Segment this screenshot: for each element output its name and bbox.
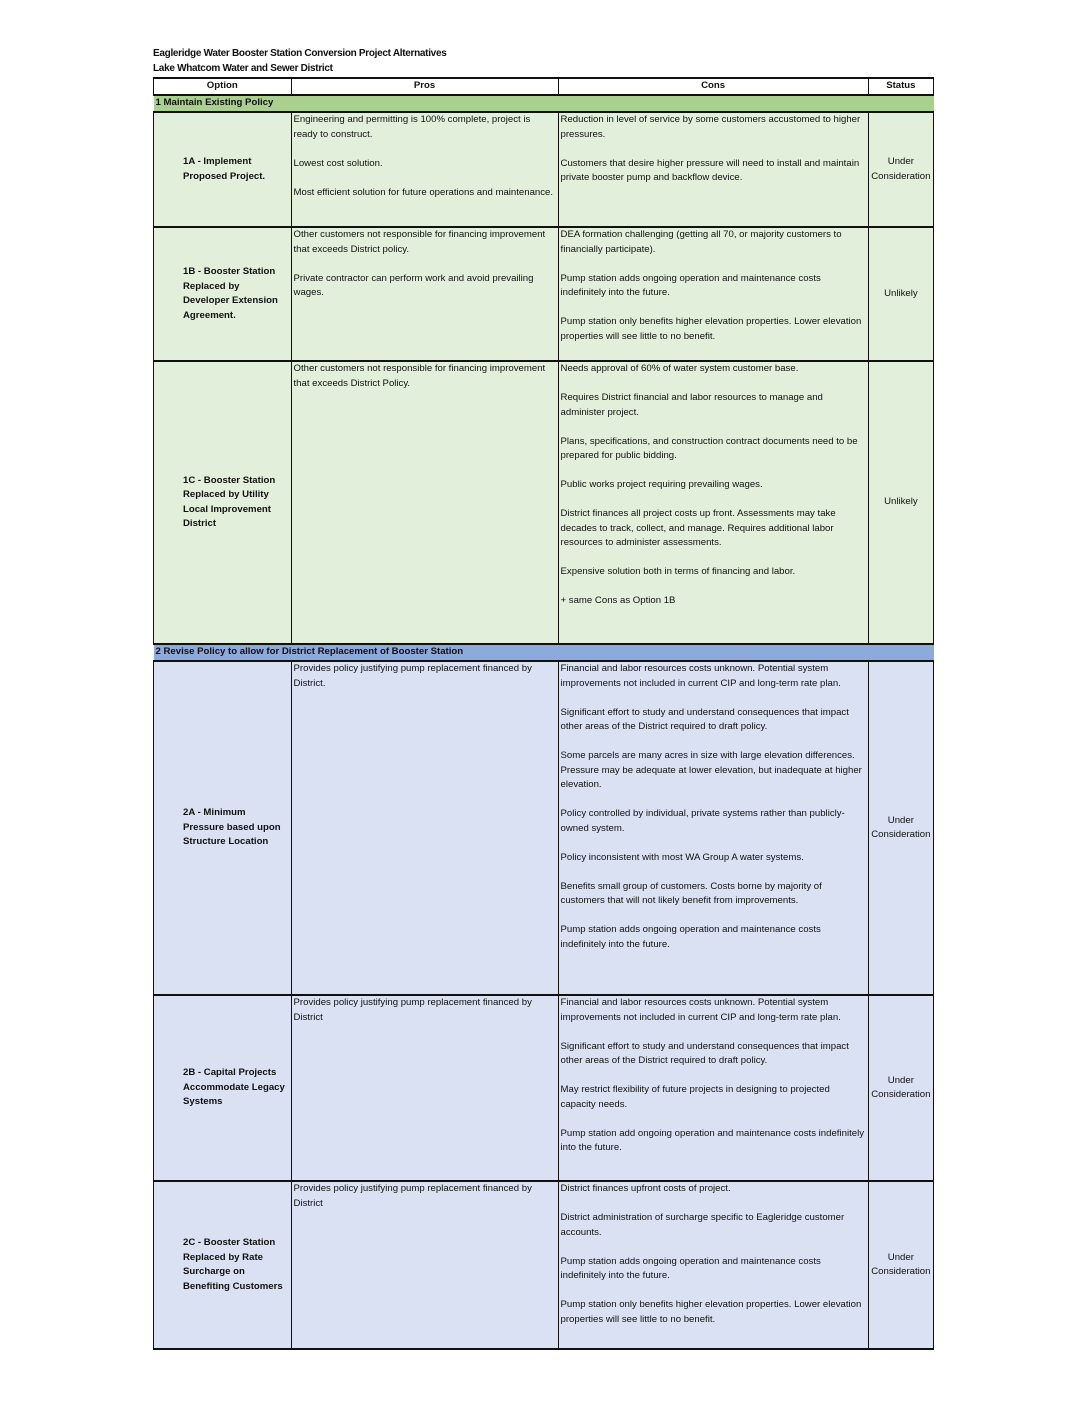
table-row [154,361,934,644]
cons-cell [558,227,868,361]
con-item: District administration of surcharge specific to Eagleridge customer accounts. [560,1212,845,1238]
pro-item: Private contractor can perform work and avoid prevailing wages. [293,272,534,298]
option-cell: 1A - Implement Proposed Project. [154,112,292,227]
con-item: + same Cons as Option 1B [560,595,676,606]
pros-cell [291,995,558,1181]
cons-cell [558,1181,868,1349]
con-item: Public works project requiring prevailing wages. [560,479,763,490]
document-page [153,46,934,1350]
con-item: May restrict flexibility of future projects in designing to projected capacity needs. [560,1084,830,1110]
table-row [154,227,934,361]
con-item: District finances all project costs up front. Assessments may take decades to track, collect, and manage. Requires additional labor resources to administer assessments. [560,508,836,548]
con-item: Pump station adds ongoing operation and maintenance costs indefinitely into the future. [560,272,821,298]
con-item: Significant effort to study and understand consequences that impact other areas of the District required to draft policy. [560,706,849,732]
pro-item: Engineering and permitting is 100% complete, project is ready to construct. [293,114,531,140]
table-row [154,1181,934,1349]
pro-item: Other customers not responsible for financing improvement that exceeds District Policy. [293,363,546,389]
status-cell: Unlikely [868,227,933,361]
alternatives-table [153,77,934,1350]
pro-item: Other customers not responsible for financing improvement that exceeds District policy. [293,229,546,255]
con-item: Expensive solution both in terms of financing and labor. [560,566,796,577]
document-subtitle: Lake Whatcom Water and Sewer District [153,63,333,74]
pro-item: Provides policy justifying pump replacement financed by District [293,997,532,1023]
cons-cell [558,361,868,644]
table-header-row [154,78,934,95]
section-header-row [154,644,934,661]
section-title: 2 Revise Policy to allow for District Replacement of Booster Station [154,644,934,661]
option-cell: 2B - Capital Projects Accommodate Legacy Systems [154,995,292,1181]
status-cell: Under Consideration [868,995,933,1181]
pros-cell [291,361,558,644]
con-item: Customers that desire higher pressure will need to install and maintain private booster pump and backflow device. [560,157,860,183]
status-cell: Under Consideration [868,1181,933,1349]
con-item: Some parcels are many acres in size with large elevation differences. Pressure may be adequate at lower elevation, but inadequate at higher elevation. [560,750,862,790]
con-item: Pump station adds ongoing operation and maintenance costs indefinitely into the future. [560,924,821,950]
status-cell: Under Consideration [868,661,933,995]
con-item: Policy controlled by individual, private systems rather than publicly-owned system. [560,808,845,834]
pro-item: Provides policy justifying pump replacement financed by District. [293,663,532,689]
con-item: Reduction in level of service by some customers accustomed to higher pressures. [560,114,861,140]
pros-cell [291,1181,558,1349]
con-item: Significant effort to study and understand consequences that impact other areas of the District required to draft policy. [560,1040,849,1066]
option-cell: 1C - Booster Station Replaced by Utility Local Improvement District [154,361,292,644]
table-row [154,661,934,995]
pro-item: Lowest cost solution. [293,157,383,169]
con-item: Needs approval of 60% of water system customer base. [560,363,799,374]
cons-cell [558,661,868,995]
table-body [154,95,934,1349]
header-option: Option [154,78,292,95]
status-cell: Under Consideration [868,112,933,227]
pros-cell [291,227,558,361]
pro-item: Provides policy justifying pump replacement financed by District [293,1183,532,1209]
option-cell: 2A - Minimum Pressure based upon Structure Location [154,661,292,995]
table-row [154,995,934,1181]
con-item: DEA formation challenging (getting all 70, or majority customers to financially participate). [560,229,842,255]
pro-item: Most efficient solution for future operations and maintenance. [293,186,554,198]
pros-cell [291,112,558,227]
header-pros: Pros [291,78,558,95]
header-cons: Cons [558,78,868,95]
con-item: Financial and labor resources costs unknown. Potential system improvements not included in current CIP and long-term rate plan. [560,997,841,1023]
con-item: Pump station adds ongoing operation and maintenance costs indefinitely into the future. [560,1255,821,1281]
con-item: Financial and labor resources costs unknown. Potential system improvements not included in current CIP and long-term rate plan. [560,663,841,689]
con-item: Benefits small group of customers. Costs borne by majority of customers that will not likely benefit from improvements. [560,880,822,906]
option-cell: 1B - Booster Station Replaced by Developer Extension Agreement. [154,227,292,361]
section-title: 1 Maintain Existing Policy [154,95,934,112]
option-cell: 2C - Booster Station Replaced by Rate Surcharge on Benefiting Customers [154,1181,292,1349]
con-item: Pump station add ongoing operation and maintenance costs indefinitely into the future. [560,1127,865,1153]
pros-cell [291,661,558,995]
status-cell: Unlikely [868,361,933,644]
section-header-row [154,95,934,112]
con-item: Pump station only benefits higher elevation properties. Lower elevation properties will see little to no benefit. [560,1299,862,1325]
table-row [154,112,934,227]
con-item: Plans, specifications, and construction contract documents need to be prepared for public bidding. [560,435,858,461]
header-status: Status [868,78,933,95]
cons-cell [558,112,868,227]
document-title: Eagleridge Water Booster Station Conversion Project Alternatives [153,48,447,59]
con-item: Requires District financial and labor resources to manage and administer project. [560,392,823,418]
con-item: District finances upfront costs of project. [560,1183,731,1194]
con-item: Policy inconsistent with most WA Group A water systems. [560,851,804,863]
cons-cell [558,995,868,1181]
con-item: Pump station only benefits higher elevation properties. Lower elevation properties will see little to no benefit. [560,316,862,342]
